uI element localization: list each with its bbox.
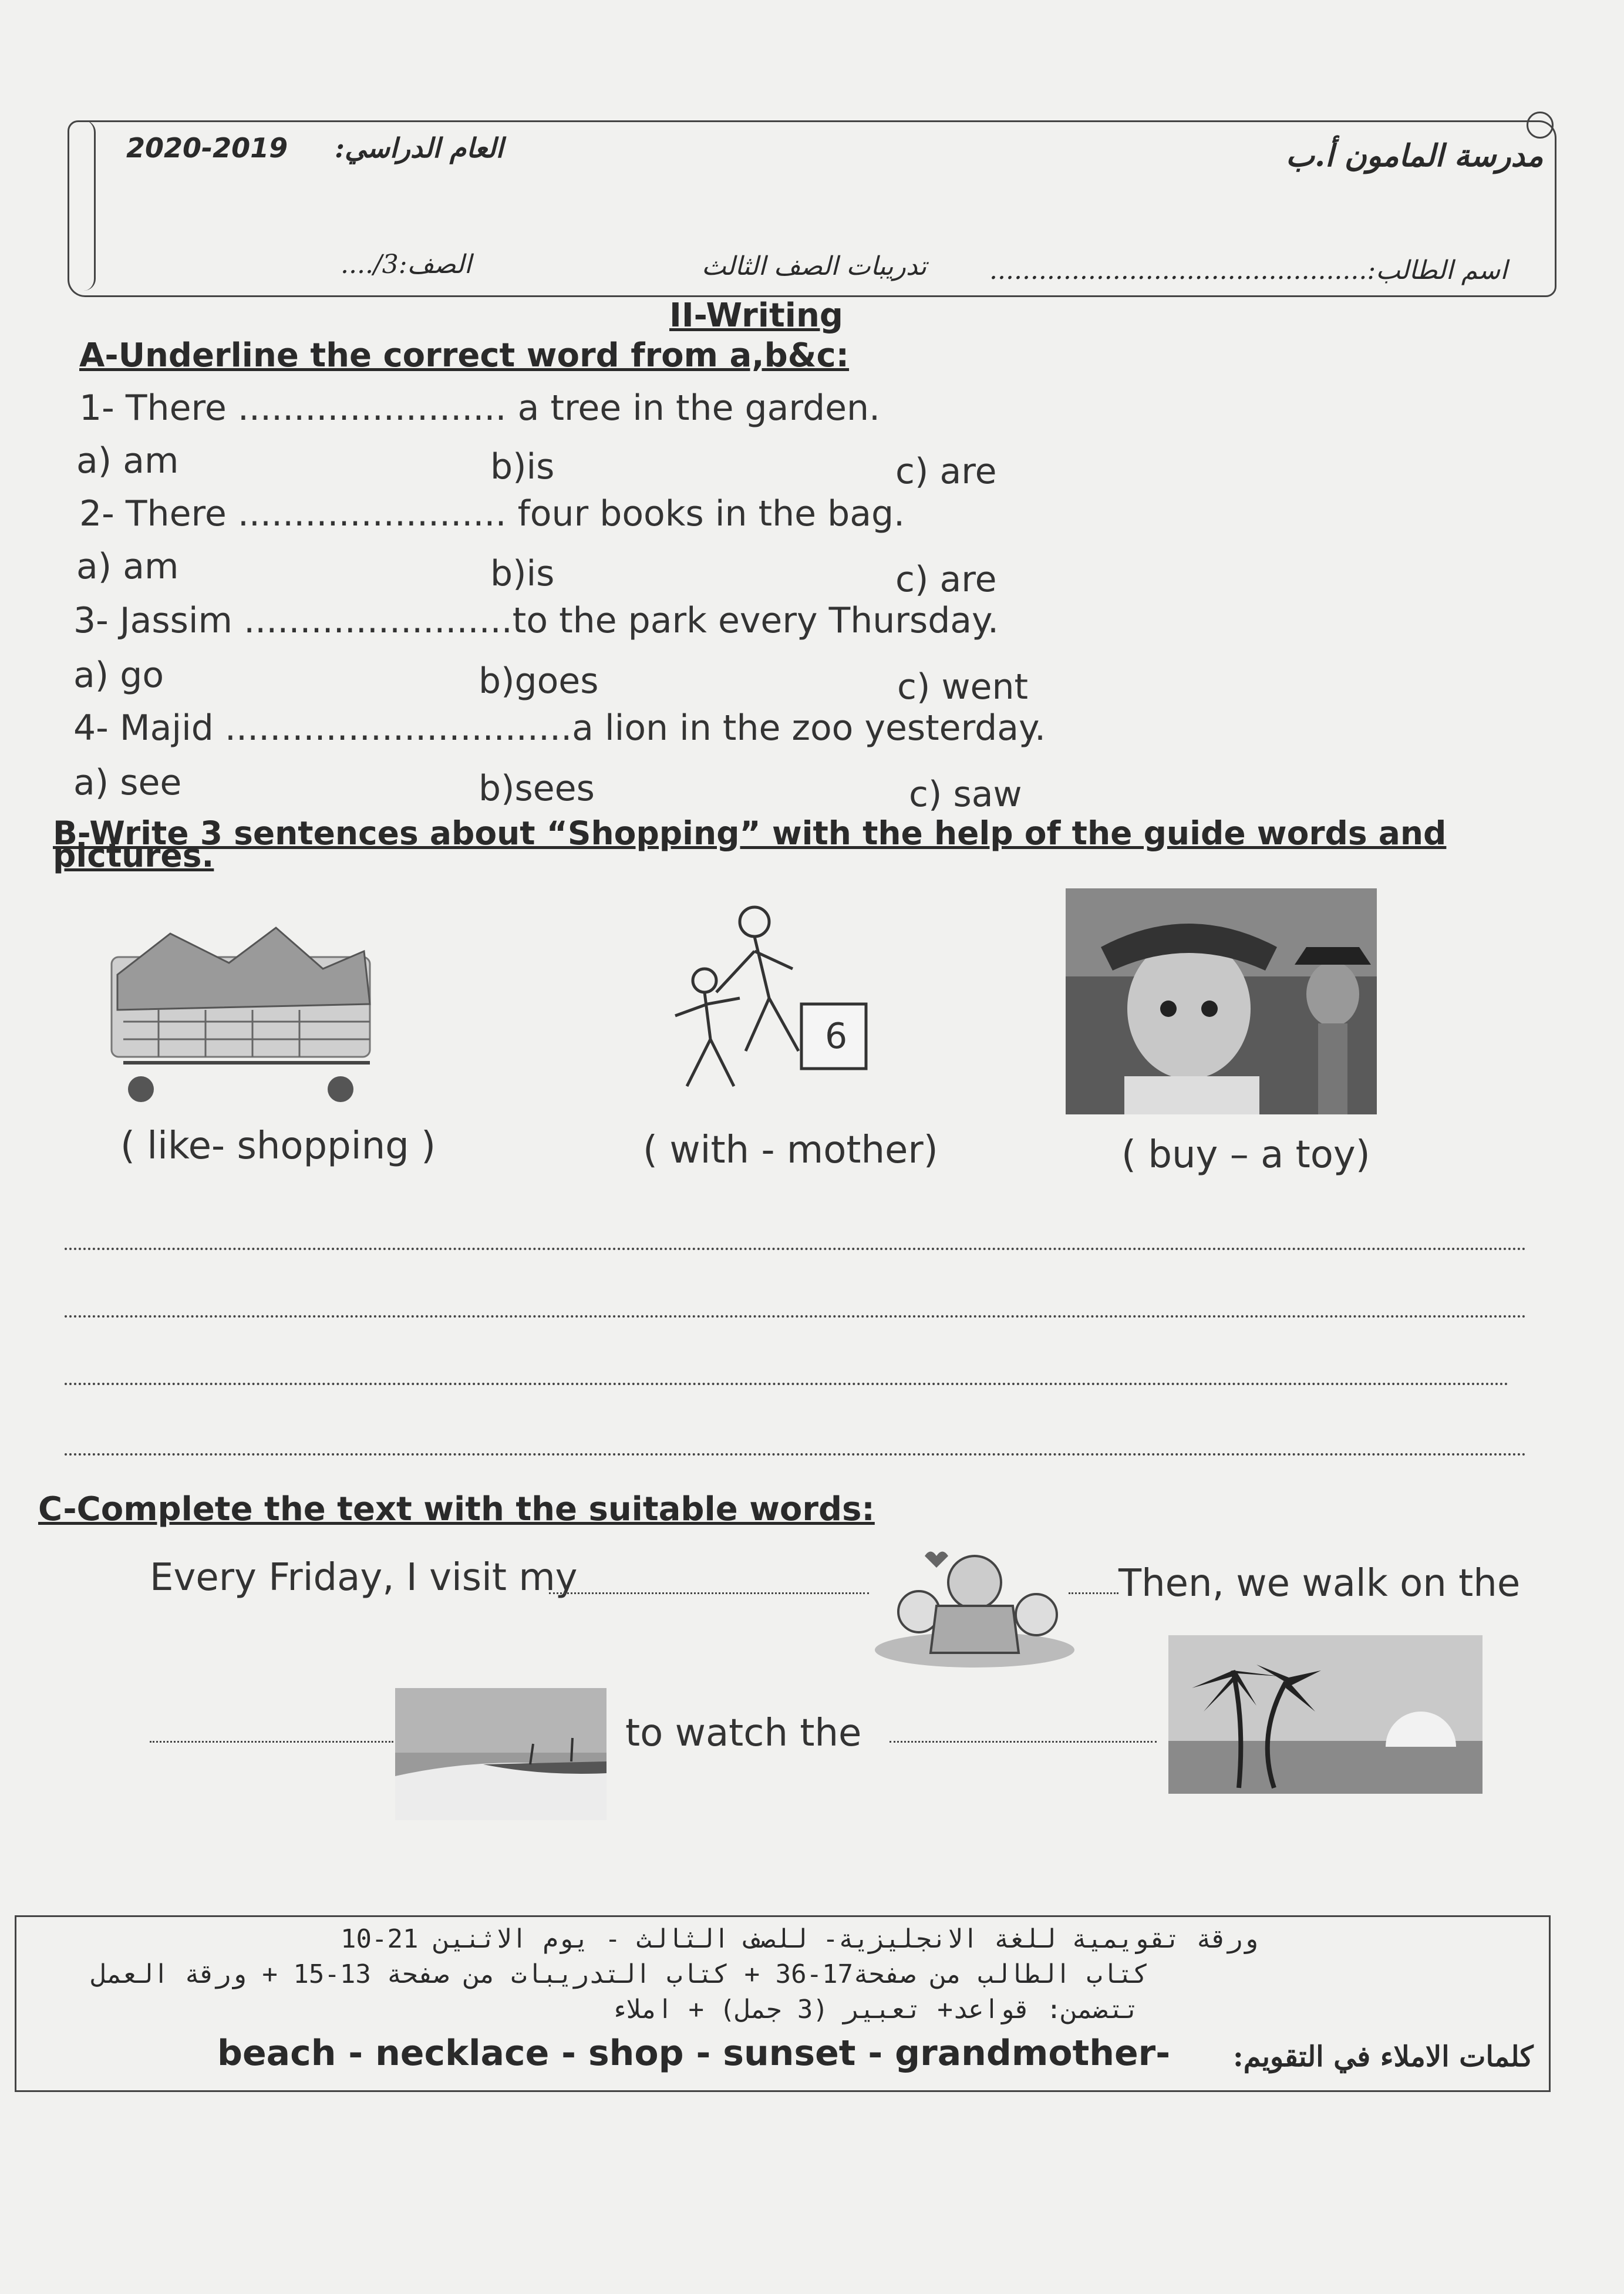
svg-text:6: 6 — [825, 1016, 848, 1057]
section-title: II-Writing — [669, 297, 843, 335]
blank-beach[interactable] — [150, 1741, 393, 1743]
year-label: العام الدراسي: — [335, 132, 504, 164]
part-c-line1-end: Then, we walk on the — [1118, 1562, 1521, 1605]
q1-option-c[interactable]: c) are — [895, 451, 997, 492]
class-field: الصف:3/.... — [341, 250, 471, 279]
sunset-picture — [1168, 1635, 1483, 1794]
answer-line-4[interactable] — [65, 1453, 1527, 1456]
caption-like-shopping: ( like- shopping ) — [120, 1124, 436, 1168]
q1-option-a[interactable]: a) am — [76, 440, 179, 481]
academic-year: 2020-2019 — [126, 132, 288, 164]
part-a-title: A-Underline the correct word from a,b&c: — [79, 336, 850, 375]
scroll-curl-left — [70, 120, 96, 291]
part-b-title: B-Write 3 sentences about “Shopping” with the help of the guide words and pictures. — [53, 814, 1447, 874]
caption-buy-toy: ( buy – a toy) — [1121, 1133, 1370, 1177]
q4-option-a[interactable]: a) see — [73, 762, 182, 803]
grandmother-picture — [866, 1541, 1083, 1670]
part-c-line2-mid: to watch the — [625, 1712, 862, 1755]
answer-line-3[interactable] — [65, 1383, 1509, 1385]
q3-option-c[interactable]: c) went — [897, 666, 1029, 708]
question-2: 2- There ........................ four books in the bag. — [79, 493, 905, 534]
student-name-field: اسم الطالب:.............................................. — [989, 255, 1508, 285]
shopping-cart-picture — [100, 922, 382, 1110]
spelling-label: كلمات الاملاء في التقويم: — [1233, 2040, 1534, 2073]
q2-option-c[interactable]: c) are — [895, 559, 997, 600]
part-c-line1-start: Every Friday, I visit my — [150, 1556, 578, 1599]
answer-line-2[interactable] — [65, 1315, 1527, 1318]
blank-sunset[interactable] — [890, 1741, 1157, 1743]
q4-option-b[interactable]: b)sees — [479, 768, 595, 809]
footer-line-3: تتضمن: قواعد+ تعبير (3 جمل) + املاء — [611, 1995, 1140, 2024]
mother-child-picture — [652, 898, 910, 1110]
q1-option-b[interactable]: b)is — [490, 446, 555, 487]
q2-option-a[interactable]: a) am — [76, 546, 179, 587]
answer-line-1[interactable] — [65, 1248, 1527, 1250]
worksheet-name: تدريبات الصف الثالث — [702, 251, 927, 281]
footer-line-1: ورقة تقويمية للغة الانجليزية- للصف الثالث - يوم الاثنين 21-10 — [341, 1924, 1258, 1954]
scroll-curl-right — [1527, 112, 1554, 139]
question-4: 4- Majid ...............................a lion in the zoo yesterday. — [73, 708, 1046, 749]
blank-grandmother[interactable] — [549, 1592, 869, 1594]
caption-with-mother: ( with - mother) — [643, 1129, 938, 1172]
q3-option-b[interactable]: b)goes — [479, 661, 599, 702]
question-1: 1- There ........................ a tree in the garden. — [79, 388, 881, 429]
beach-picture — [395, 1688, 607, 1820]
part-c-title: C-Complete the text with the suitable words: — [38, 1490, 875, 1528]
toy-picture — [1066, 888, 1377, 1114]
q3-option-a[interactable]: a) go — [73, 655, 164, 696]
q4-option-c[interactable]: c) saw — [909, 774, 1022, 815]
school-name: مدرسة المامون أ.ب — [1286, 138, 1544, 174]
spelling-words: beach - necklace - shop - sunset - grandmother- — [217, 2033, 1171, 2074]
q2-option-b[interactable]: b)is — [490, 553, 555, 594]
question-3: 3- Jassim ........................to the park every Thursday. — [73, 600, 999, 641]
footer-line-2: كتاب الطالب من صفحة17-36 + كتاب التدريبات من صفحة 13-15 + ورقة العمل — [91, 1959, 1149, 1989]
blank-grandmother-end — [1069, 1592, 1118, 1594]
